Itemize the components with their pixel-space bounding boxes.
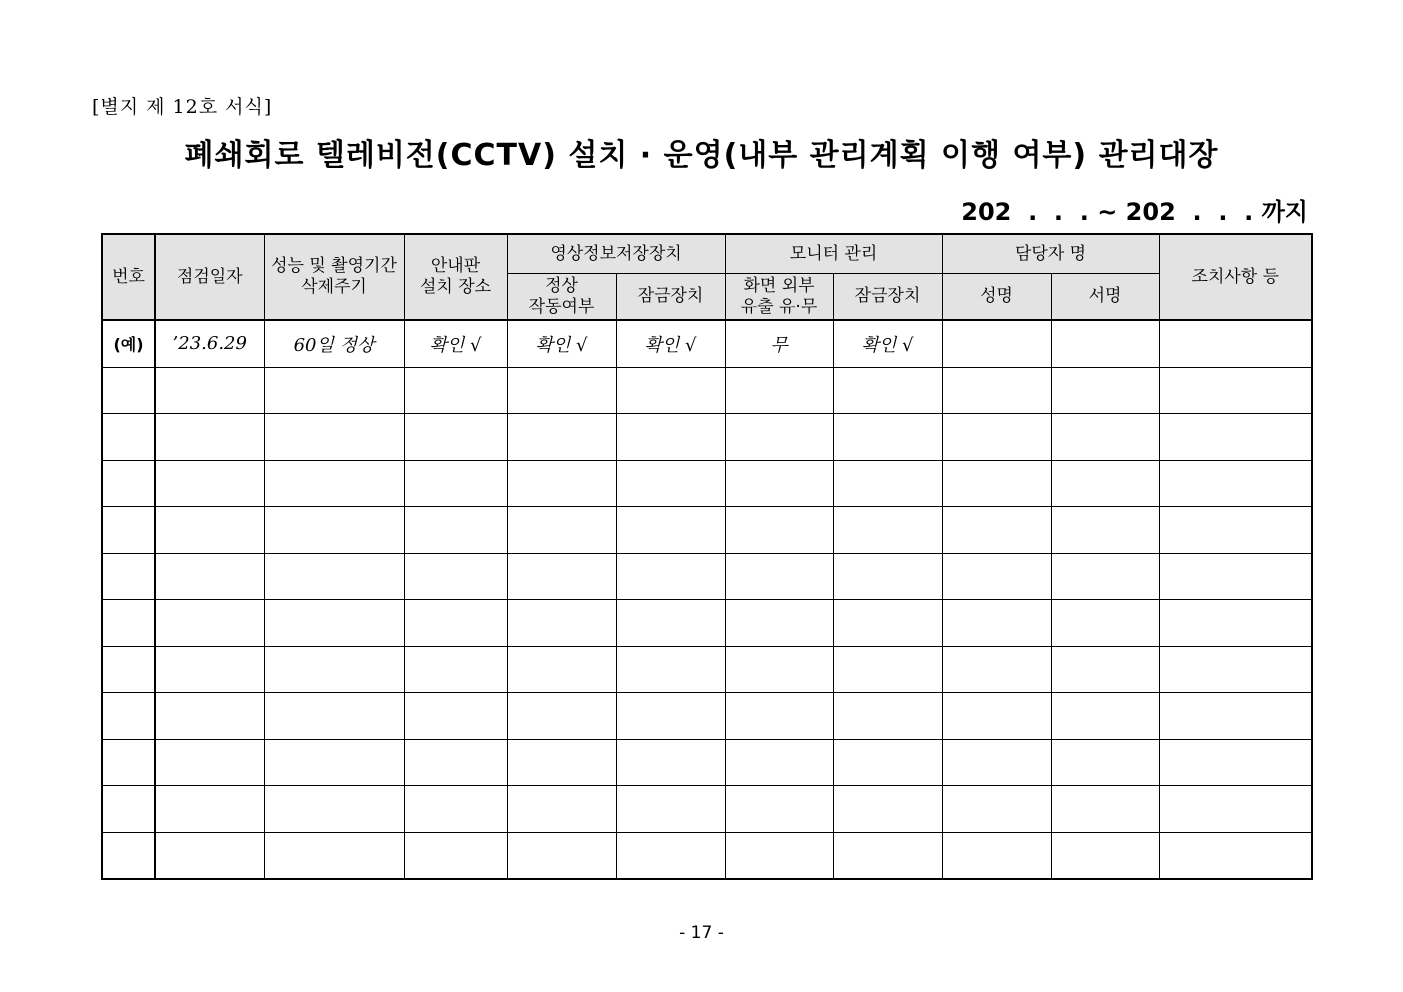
monitor-external-leak-cell (725, 553, 833, 600)
number-cell (102, 600, 155, 647)
inspection-date-cell (155, 646, 264, 693)
sign-location-cell (404, 832, 507, 879)
storage-normal-operation-cell (507, 646, 616, 693)
manager-name-cell (942, 367, 1051, 414)
header-storage-normal-operation-line2: 작동여부 (528, 296, 595, 317)
number-cell (102, 460, 155, 507)
monitor-external-leak-cell (725, 414, 833, 461)
monitor-external-leak-cell (725, 832, 833, 879)
actions-cell (1159, 553, 1312, 600)
header-performance-retention-line1: 성능 및 촬영기간 (271, 256, 397, 276)
header-sign-location-line1: 안내판 (430, 256, 481, 276)
number-cell (102, 832, 155, 879)
monitor-lock-cell (833, 553, 942, 600)
manager-name-cell (942, 786, 1051, 833)
form-label: [별지 제 12호 서식] (92, 96, 273, 118)
sign-location-cell (404, 739, 507, 786)
manager-signature-cell (1051, 367, 1159, 414)
table-row (102, 507, 1312, 554)
performance-retention-cell (264, 460, 404, 507)
monitor-lock-cell (833, 786, 942, 833)
manager-signature-cell (1051, 460, 1159, 507)
monitor-external-leak-cell (725, 693, 833, 740)
storage-normal-operation-cell (507, 414, 616, 461)
table-row (102, 600, 1312, 647)
actions-cell (1159, 646, 1312, 693)
manager-name-cell (942, 507, 1051, 554)
performance-retention-cell (264, 367, 404, 414)
storage-lock-cell (616, 693, 725, 740)
monitor-external-leak-cell (725, 646, 833, 693)
manager-name-cell (942, 739, 1051, 786)
monitor-lock-cell (833, 507, 942, 554)
performance-retention-cell (264, 507, 404, 554)
table-row (102, 367, 1312, 414)
inspection-date-cell (155, 739, 264, 786)
storage-normal-operation-cell (507, 786, 616, 833)
actions-cell (1159, 367, 1312, 414)
monitor-lock-cell (833, 646, 942, 693)
actions-cell (1159, 739, 1312, 786)
performance-retention-cell (264, 693, 404, 740)
number-cell (102, 739, 155, 786)
performance-retention-cell (264, 553, 404, 600)
monitor-lock-cell: 확인 √ (833, 320, 942, 367)
number-cell (102, 786, 155, 833)
monitor-external-leak-cell (725, 600, 833, 647)
sign-location-cell (404, 460, 507, 507)
storage-normal-operation-cell: 확인 √ (507, 320, 616, 367)
actions-cell (1159, 320, 1312, 367)
header-performance-retention-line2: 삭제주기 (301, 277, 367, 297)
storage-lock-cell (616, 414, 725, 461)
number-cell (102, 693, 155, 740)
monitor-external-leak-cell: 무 (725, 320, 833, 367)
example-row (102, 320, 1312, 367)
inspection-date-cell (155, 553, 264, 600)
sign-location-cell (404, 367, 507, 414)
header-manager: 담당자 명 (942, 234, 1159, 274)
header-monitor-lock: 잠금장치 (833, 274, 942, 321)
inspection-date-cell (155, 507, 264, 554)
manager-name-cell (942, 832, 1051, 879)
manager-signature-cell (1051, 553, 1159, 600)
inspection-date-cell (155, 600, 264, 647)
monitor-lock-cell (833, 832, 942, 879)
table-row (102, 414, 1312, 461)
manager-signature-cell (1051, 693, 1159, 740)
manager-name-cell (942, 460, 1051, 507)
monitor-lock-cell (833, 367, 942, 414)
header-monitor-management: 모니터 관리 (725, 234, 942, 274)
table-row (102, 832, 1312, 879)
table-row (102, 646, 1312, 693)
header-storage-device: 영상정보저장장치 (507, 234, 725, 274)
header-monitor-external-leak (725, 274, 833, 321)
storage-normal-operation-cell (507, 367, 616, 414)
manager-signature-cell (1051, 414, 1159, 461)
manager-name-cell (942, 553, 1051, 600)
performance-retention-cell (264, 832, 404, 879)
header-manager-signature: 서명 (1051, 274, 1159, 321)
inspection-date-cell (155, 414, 264, 461)
manager-signature-cell (1051, 832, 1159, 879)
performance-retention-cell: 60일 정상 (264, 320, 404, 367)
manager-name-cell (942, 693, 1051, 740)
header-sign-location-line2: 설치 장소 (419, 277, 492, 297)
table-row (102, 786, 1312, 833)
inspection-date-cell (155, 832, 264, 879)
number-cell: (예) (102, 320, 155, 367)
inspection-date-cell: ’23.6.29 (155, 320, 264, 367)
inspection-date-cell (155, 786, 264, 833)
sign-location-cell (404, 786, 507, 833)
number-cell (102, 507, 155, 554)
storage-lock-cell (616, 460, 725, 507)
number-cell (102, 553, 155, 600)
monitor-lock-cell (833, 460, 942, 507)
storage-lock-cell (616, 739, 725, 786)
sign-location-cell (404, 414, 507, 461)
header-number: 번호 (102, 234, 155, 320)
manager-name-cell (942, 600, 1051, 647)
actions-cell (1159, 832, 1312, 879)
monitor-lock-cell (833, 693, 942, 740)
header-storage-normal-operation (507, 274, 616, 321)
storage-lock-cell (616, 646, 725, 693)
sign-location-cell (404, 553, 507, 600)
sign-location-cell (404, 507, 507, 554)
table-row (102, 739, 1312, 786)
performance-retention-cell (264, 739, 404, 786)
inspection-date-cell (155, 367, 264, 414)
manager-signature-cell (1051, 507, 1159, 554)
header-storage-lock: 잠금장치 (616, 274, 725, 321)
header-actions: 조치사항 등 (1159, 234, 1312, 320)
monitor-external-leak-cell (725, 739, 833, 786)
header-monitor-external-leak-line2: 유출 유·무 (740, 296, 818, 317)
register-body (102, 320, 1312, 879)
table-row (102, 553, 1312, 600)
header-storage-normal-operation-line1: 정상 (545, 275, 578, 296)
monitor-lock-cell (833, 600, 942, 647)
monitor-external-leak-cell (725, 786, 833, 833)
actions-cell (1159, 786, 1312, 833)
header-monitor-external-leak-line1: 화면 외부 (743, 275, 815, 296)
storage-lock-cell (616, 786, 725, 833)
monitor-external-leak-cell (725, 460, 833, 507)
actions-cell (1159, 693, 1312, 740)
storage-lock-cell (616, 367, 725, 414)
performance-retention-cell (264, 646, 404, 693)
cctv-management-register-table (101, 233, 1313, 880)
manager-name-cell (942, 320, 1051, 367)
monitor-lock-cell (833, 414, 942, 461)
sign-location-cell: 확인 √ (404, 320, 507, 367)
manager-signature-cell (1051, 786, 1159, 833)
actions-cell (1159, 600, 1312, 647)
manager-signature-cell (1051, 646, 1159, 693)
monitor-lock-cell (833, 739, 942, 786)
table-row (102, 693, 1312, 740)
storage-lock-cell (616, 600, 725, 647)
storage-normal-operation-cell (507, 693, 616, 740)
actions-cell (1159, 414, 1312, 461)
storage-lock-cell (616, 832, 725, 879)
manager-name-cell (942, 414, 1051, 461)
storage-normal-operation-cell (507, 739, 616, 786)
actions-cell (1159, 507, 1312, 554)
header-performance-retention (264, 234, 404, 320)
number-cell (102, 414, 155, 461)
manager-name-cell (942, 646, 1051, 693)
storage-normal-operation-cell (507, 832, 616, 879)
inspection-date-cell (155, 693, 264, 740)
monitor-external-leak-cell (725, 507, 833, 554)
manager-signature-cell (1051, 600, 1159, 647)
storage-lock-cell: 확인 √ (616, 320, 725, 367)
sign-location-cell (404, 646, 507, 693)
header-sign-location (404, 234, 507, 320)
sign-location-cell (404, 600, 507, 647)
manager-signature-cell (1051, 320, 1159, 367)
performance-retention-cell (264, 600, 404, 647)
inspection-date-cell (155, 460, 264, 507)
number-cell (102, 367, 155, 414)
table-row (102, 460, 1312, 507)
actions-cell (1159, 460, 1312, 507)
storage-normal-operation-cell (507, 460, 616, 507)
sign-location-cell (404, 693, 507, 740)
storage-lock-cell (616, 507, 725, 554)
storage-normal-operation-cell (507, 600, 616, 647)
monitor-external-leak-cell (725, 367, 833, 414)
header-inspection-date: 점검일자 (155, 234, 264, 320)
number-cell (102, 646, 155, 693)
header-manager-name: 성명 (942, 274, 1051, 321)
storage-lock-cell (616, 553, 725, 600)
document-title: 폐쇄회로 텔레비전(CCTV) 설치 · 운영(내부 관리계획 이행 여부) 관리대장 (184, 138, 1219, 173)
performance-retention-cell (264, 786, 404, 833)
storage-normal-operation-cell (507, 507, 616, 554)
storage-normal-operation-cell (507, 553, 616, 600)
period-range: 202 . . . ~ 202 . . . 까지 (961, 198, 1308, 226)
manager-signature-cell (1051, 739, 1159, 786)
page-number: - 17 - (679, 923, 724, 943)
performance-retention-cell (264, 414, 404, 461)
